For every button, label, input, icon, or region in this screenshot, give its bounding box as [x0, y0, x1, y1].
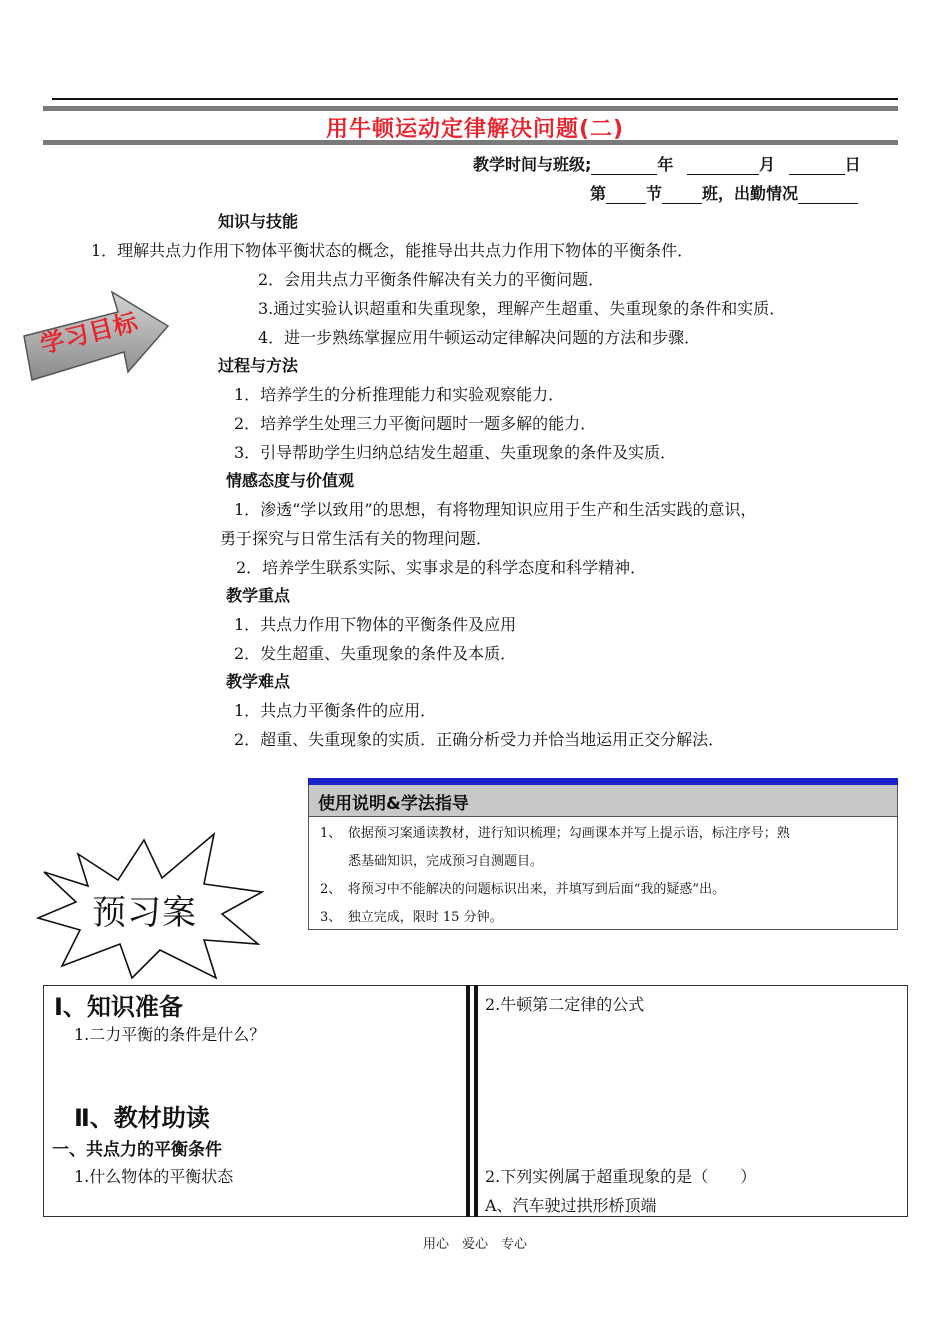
box-right-border: [907, 985, 908, 1217]
process-item: 3．引导帮助学生归纳总结发生超重、失重现象的条件及实质．: [234, 443, 677, 462]
key-item: 1．共点力作用下物体的平衡条件及应用: [234, 615, 517, 634]
guide-item: 2、 将预习中不能解决的问题标识出来，并填写到后面“我的疑惑”出。: [320, 882, 726, 897]
page-footer: 用心 爱心 专心: [422, 1237, 527, 1252]
process-item: 2．培养学生处理三力平衡问题时一题多解的能力．: [234, 414, 597, 433]
year-blank[interactable]: [591, 158, 657, 175]
knowledge-item: 1．理解共点力作用下物体平衡状态的概念，能推导出共点力作用下物体的平衡条件．: [91, 241, 694, 260]
class-label: 班，出勤情况: [702, 184, 799, 203]
emotion-item: 勇于探究与日常生活有关的物理问题．: [220, 529, 493, 548]
section-blank[interactable]: [606, 187, 646, 204]
section-knowledge-prep-title: Ⅰ、知识准备: [54, 993, 183, 1021]
guide-accent-bar: [308, 778, 898, 785]
month-label: 月: [759, 155, 776, 174]
difficulty-item: 2．超重、失重现象的实质．正确分析受力并恰当地运用正交分解法．: [234, 730, 725, 749]
title-band-top: [43, 106, 898, 111]
top-rule: [52, 98, 898, 100]
month-blank[interactable]: [687, 158, 759, 175]
section-mid: 节: [646, 184, 663, 203]
knowledge-item: 3.通过实验认识超重和失重现象，理解产生超重、失重现象的条件和实质．: [258, 299, 786, 318]
emotion-heading: 情感态度与价值观: [226, 471, 355, 490]
process-heading: 过程与方法: [218, 356, 299, 375]
guide-title: 使用说明&学法指导: [318, 794, 469, 814]
goals-badge-label: 学习目标: [37, 307, 142, 359]
key-item: 2．发生超重、失重现象的条件及本质．: [234, 644, 517, 663]
column-divider: [474, 985, 478, 1217]
attendance-blank[interactable]: [798, 187, 858, 204]
answer-option: A、汽车驶过拱形桥顶端: [485, 1196, 657, 1215]
section-prefix: 第: [590, 184, 607, 203]
question-item: 1.二力平衡的条件是什么？: [74, 1025, 266, 1044]
section-textbook-title: Ⅱ、教材助读: [74, 1104, 210, 1132]
guide-item: 1、 依据预习案通读教材，进行知识梳理；勾画课本并写上提示语，标注序号；熟: [320, 826, 790, 841]
guide-item: 悉基础知识，完成预习自测题目。: [348, 854, 544, 869]
year-label: 年: [657, 155, 674, 174]
emotion-item: 2．培养学生联系实际、实事求是的科学态度和科学精神．: [236, 558, 647, 577]
day-blank[interactable]: [789, 158, 845, 175]
guide-item: 3、 独立完成，限时 15 分钟。: [320, 910, 503, 925]
section-attendance-line: [590, 181, 858, 204]
process-item: 1．培养学生的分析推理能力和实验观察能力．: [234, 385, 565, 404]
question-item: 2.牛顿第二定律的公式: [485, 995, 645, 1014]
emotion-item: 1．渗透“学以致用”的思想，有将物理知识应用于生产和生活实践的意识，: [234, 500, 757, 519]
page-title: 用牛顿运动定律解决问题(二): [325, 117, 625, 142]
subsection-title: 一、共点力的平衡条件: [52, 1140, 222, 1160]
key-heading: 教学重点: [226, 586, 291, 605]
knowledge-item: 2．会用共点力平衡条件解决有关力的平衡问题．: [258, 270, 605, 289]
box-left-border: [43, 985, 44, 1217]
knowledge-item: 4．进一步熟练掌握应用牛顿运动定律解决问题的方法和步骤．: [258, 328, 701, 347]
question-item: 2.下列实例属于超重现象的是（ ）: [485, 1167, 757, 1186]
difficulty-heading: 教学难点: [226, 672, 291, 691]
time-class-line: [473, 152, 861, 175]
question-item: 1.什么物体的平衡状态: [74, 1167, 234, 1186]
column-divider: [466, 985, 470, 1217]
knowledge-heading: 知识与技能: [218, 212, 299, 231]
preview-badge-label: 预习案: [92, 893, 197, 933]
difficulty-item: 1．共点力平衡条件的应用．: [234, 701, 437, 720]
time-class-label: 教学时间与班级;: [473, 155, 592, 174]
day-label: 日: [844, 155, 861, 174]
class-blank[interactable]: [662, 187, 702, 204]
